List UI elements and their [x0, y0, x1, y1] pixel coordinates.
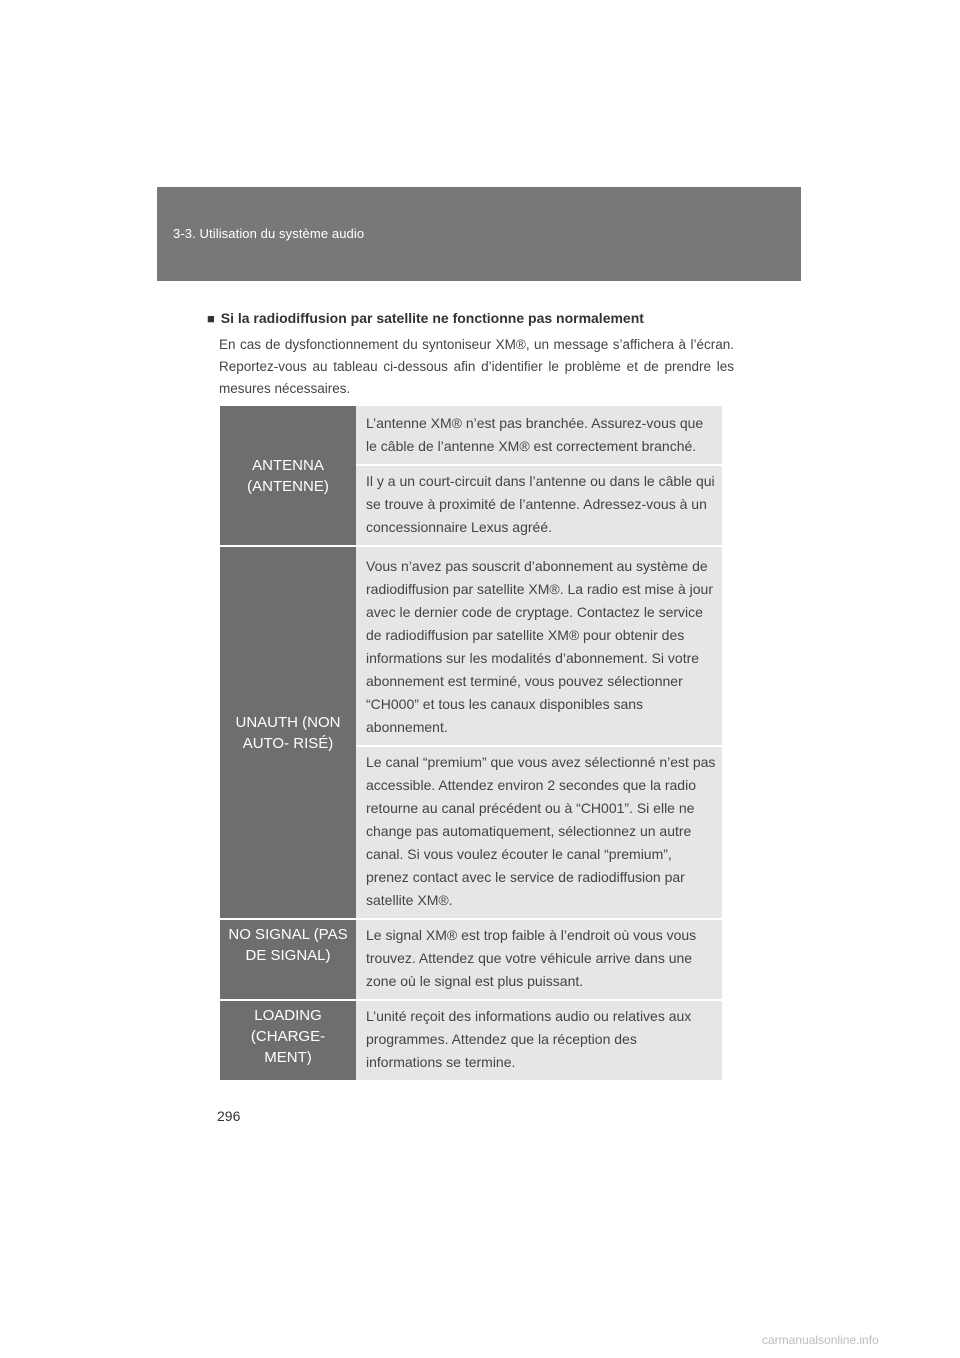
table-row	[220, 546, 722, 746]
table-row	[220, 406, 722, 465]
troubleshooting-table	[220, 406, 722, 1082]
row-label-antenna: ANTENNA (ANTENNE)	[220, 406, 356, 546]
section-header-band	[157, 187, 801, 281]
row-desc: Le canal “premium” que vous avez sélectionné n’est pas accessible. Attendez environ 2 secondes que la radio retourne au canal précédent ou à “CH001”. Si elle ne change pas automatiquement, sélectionnez un autre canal. Si vous voulez écouter le canal “premium”, prenez contact avec le service de radiodiffusion par satellite XM®.	[356, 746, 722, 919]
table-row	[220, 1000, 722, 1081]
section-title: 3-3. Utilisation du système audio	[173, 226, 365, 241]
intro-paragraph: En cas de dysfonctionnement du syntoniseur XM®, un message s’affichera à l’écran. Reportez-vous au tableau ci-dessous afin d’identifier le problème et de prendre les mesures nécessaires.	[219, 337, 734, 396]
page-number: 296	[217, 1108, 241, 1124]
row-desc: L’unité reçoit des informations audio ou relatives aux programmes. Attendez que la réception des informations se termine.	[356, 1000, 722, 1081]
subsection-heading	[207, 310, 644, 326]
subsection-heading-text: Si la radiodiffusion par satellite ne fonctionne pas normalement	[220, 310, 644, 326]
row-label-no-signal: NO SIGNAL (PAS DE SIGNAL)	[220, 919, 356, 1000]
row-desc: Il y a un court-circuit dans l’antenne ou dans le câble qui se trouve à proximité de l’antenne. Adressez-vous à un concessionnaire Lexus agréé.	[356, 465, 722, 546]
row-desc: Le signal XM® est trop faible à l’endroit où vous vous trouvez. Attendez que votre véhicule arrive dans une zone où le signal est plus puissant.	[356, 919, 722, 1000]
row-desc: Vous n’avez pas souscrit d’abonnement au système de radiodiffusion par satellite XM®. La radio est mise à jour avec le dernier code de cryptage. Contactez le service de radiodiffusion par satellite XM® pour obtenir des informations sur les modalités d’abonnement. Si votre abonnement est terminé, vous pouvez sélectionner “CH000” et tous les canaux disponibles sans abonnement.	[356, 546, 722, 746]
row-label-loading: LOADING (CHARGE- MENT)	[220, 1000, 356, 1081]
watermark-text: carmanualsonline.info	[762, 1333, 879, 1347]
table-row	[220, 919, 722, 1000]
row-desc: L’antenne XM® n’est pas branchée. Assurez-vous que le câble de l’antenne XM® est correctement branché.	[356, 406, 722, 465]
row-label-unauth: UNAUTH (NON AUTO- RISÉ)	[220, 546, 356, 919]
square-bullet-icon: ■	[207, 311, 215, 326]
